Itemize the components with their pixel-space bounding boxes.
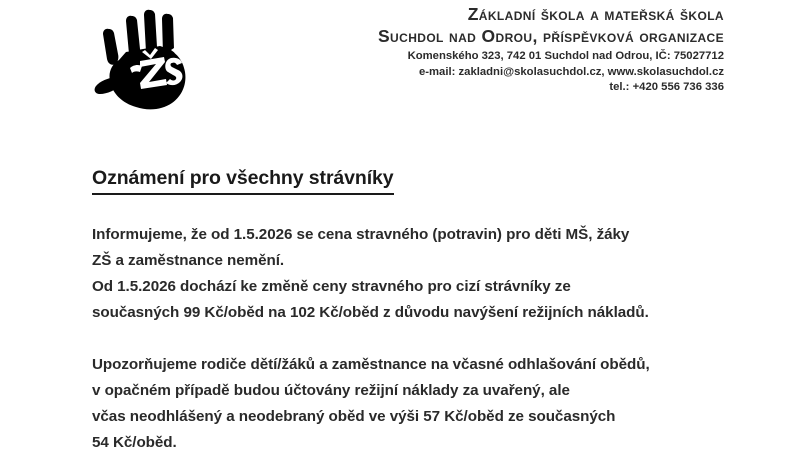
page-title-wrap (92, 166, 752, 195)
email-and-website: e-mail: zakladni@skolasuchdol.cz, www.skolasuchdol.cz (418, 65, 724, 78)
postal-address: Komenského 323, 742 01 Suchdol nad Odrou, IČ: 75027712 (407, 50, 724, 62)
school-identity-block (378, 4, 724, 96)
handprint-logo-icon (86, 2, 206, 118)
paragraph-price-unchanged (92, 222, 752, 274)
school-name-line-2: Suchdol nad Odrou, příspěvková organizace (377, 26, 724, 46)
paragraph-line: v opačném případě budou účtovány režijní náklady za uvařený, ale (92, 382, 570, 399)
paragraph-cancellation-notice (92, 352, 752, 456)
school-name-line-1: Základní škola a mateřská škola (467, 4, 724, 24)
letterhead (0, 0, 800, 125)
paragraph-line: ZŠ a zaměstnance nemění. (92, 252, 285, 269)
paragraph-line: Od 1.5.2026 dochází ke změně ceny stravného pro cizí strávníky ze (92, 278, 571, 295)
paragraph-line: Upozorňujeme rodiče dětí/žáků a zaměstnance na včasné odhlašování obědů, (92, 356, 650, 373)
phone-number: tel.: +420 556 736 336 (609, 81, 724, 93)
contact-details (378, 49, 724, 96)
paragraph-external-diners (92, 274, 752, 326)
paragraph-line: včas neodhlášený a neodebraný oběd ve výši 57 Kč/oběd ze současných (92, 408, 616, 425)
paragraph-line: 54 Kč/oběd. (92, 434, 177, 451)
paragraph-line: Informujeme, že od 1.5.2026 se cena stravného (potravin) pro děti MŠ, žáky (92, 226, 630, 243)
page-title: Oznámení pro všechny strávníky (92, 166, 394, 195)
notice-body (92, 166, 752, 456)
paragraph-line: současných 99 Kč/oběd na 102 Kč/oběd z důvodu navýšení režijních nákladů. (92, 304, 649, 321)
